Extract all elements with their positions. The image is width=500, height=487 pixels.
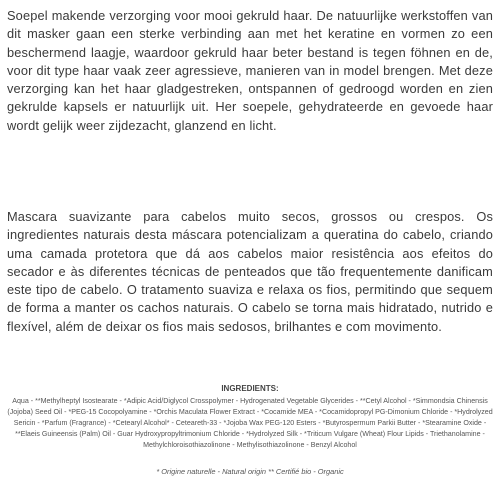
description-dutch: Soepel makende verzorging voor mooi gekruld haar. De natuurlijke werkstoffen van dit masker gaan een sterke verbinding aan met het keratine en vormen zo een beschermend laagje, waardoor gekruld haar beter bestand is tegen föhnen en de, voor dit type haar vaak zeer agressieve, manieren van in model brengen. Met deze verzorging kan het haar gladgestreken, ontspannen of gedroogd worden en zien gekrulde kapsels er natuurlijk uit. Her soepele, gehydrateerde en gevoede haar wordt gelijk weer zijdezacht, glanzend en licht. (7, 8, 493, 133)
ingredients-list: Aqua - **Methylheptyl Isostearate - *Adipic Acid/Diglycol Crosspolymer - Hydrogenated Vegetable Glycerides - **Cetyl Alcohol - *Simmondsia Chinensis (Jojoba) Seed Oil - *PEG-15 Cocopolyamine - *Orchis Maculata Flower Extract - *Cocamide MEA - *Cocamidopropyl PG-Dimonium Chloride - *Hydrolyzed Sericin - *Parfum (Fragrance) - *Cetearyl Alcohol* - Ceteareth-33 - *Jojoba Wax PEG-120 Esters - *Butyrospermum Parkii Butter - *Stearamine Oxide - **Elaeis Guineensis (Palm) Oil - Guar Hydroxypropyltrimonium Chloride - *Hydrolyzed Silk - *Triticum Vulgare (Wheat) Flour Lipids - Triethanolamine - Methylchloroisothiazolinone - Methylisothiazolinone - Benzyl Alcohol (7, 397, 493, 450)
ingredients-legend: * Origine naturelle - Natural origin ** Certifié bio - Organic (156, 467, 344, 476)
description-portuguese: Mascara suavizante para cabelos muito secos, grossos ou crespos. Os ingredientes naturais desta máscara potencializam a queratina do cabelo, criando uma camada protetora que dá aos cabelos maior resistência aos efeitos do secador e às diferentes técnicas de penteados que tão frequentemente danificam este tipo de cabelo. O tratamento suaviza e relaxa os fios, permitindo que sequem de forma a manter os cachos naturais. O cabelo se torna mais hidratado, nutrido e flexível, além de deixar os fios mais sedosos, brilhantes e com movimento. (7, 209, 493, 334)
ingredients-title: INGREDIENTS: (221, 384, 279, 393)
